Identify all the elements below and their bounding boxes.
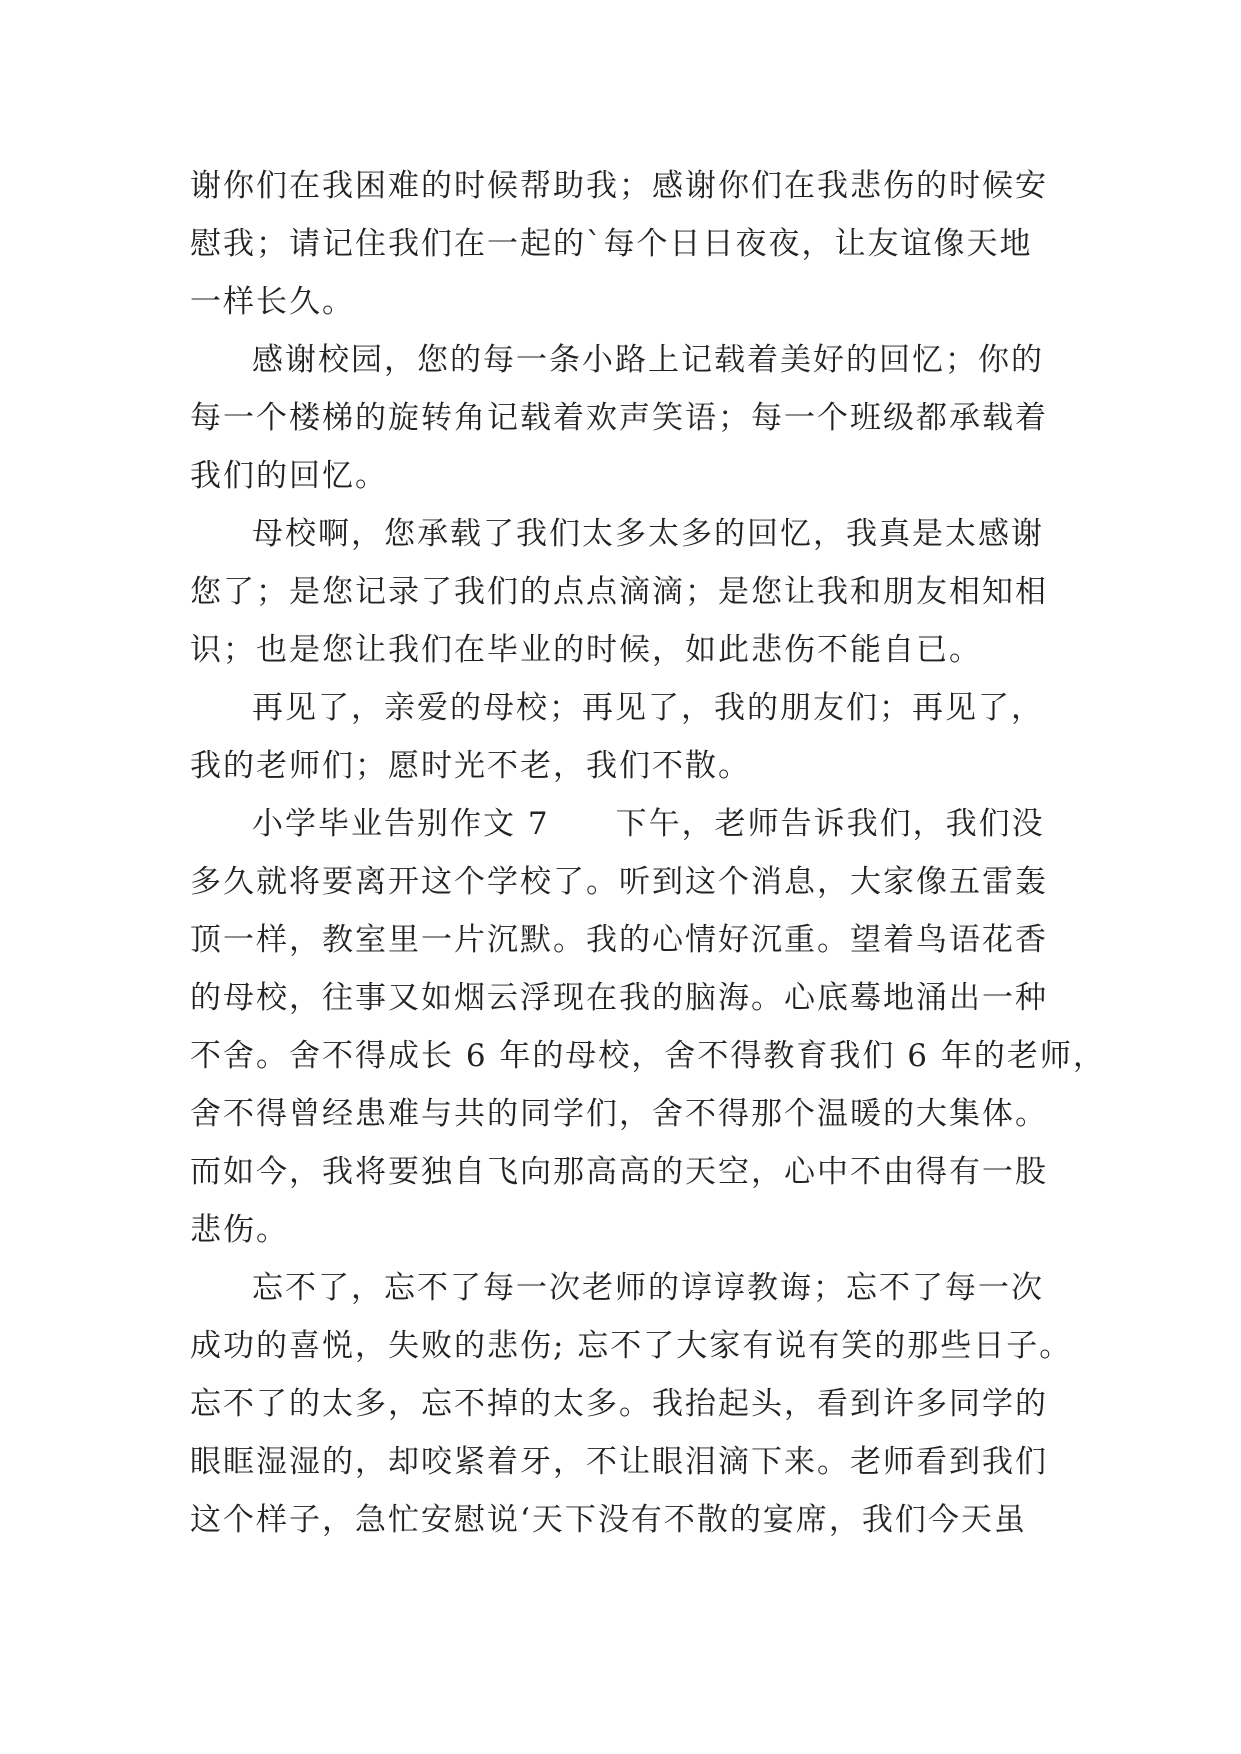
text-line: 谢你们在我困难的时候帮助我；感谢你们在我悲伤的时候安 (190, 168, 1048, 204)
text-line: 眼眶湿湿的，却咬紧着牙，不让眼泪滴下来。老师看到我们 (190, 1444, 1048, 1480)
text-line: 我的老师们；愿时光不老，我们不散。 (190, 748, 751, 784)
text-line: 您了；是您记录了我们的点点滴滴；是您让我和朋友相知相 (190, 574, 1048, 610)
text-line: 我们的回忆。 (190, 458, 388, 494)
text-line: 慰我；请记住我们在一起的`每个日日夜夜，让友谊像天地 (190, 226, 1033, 262)
text-line: 而如今，我将要独自飞向那高高的天空，心中不由得有一股 (190, 1154, 1048, 1190)
paragraph-first-line: 母校啊，您承载了我们太多太多的回忆，我真是太感谢 (252, 516, 1044, 552)
text-line: 的母校，往事又如烟云浮现在我的脑海。心底蓦地涌出一种 (190, 980, 1048, 1016)
text-line: 识；也是您让我们在毕业的时候，如此悲伤不能自已。 (190, 632, 982, 668)
paragraph-first-line: 再见了，亲爱的母校；再见了，我的朋友们；再见了， (252, 690, 1044, 726)
essay-heading-line: 小学毕业告别作文 7 下午，老师告诉我们，我们没 (252, 806, 1045, 842)
text-line: 一样长久。 (190, 284, 355, 320)
paragraph-first-line: 忘不了，忘不了每一次老师的谆谆教诲；忘不了每一次 (252, 1270, 1044, 1306)
text-line: 多久就将要离开这个学校了。听到这个消息，大家像五雷轰 (190, 864, 1048, 900)
text-line: 舍不得曾经患难与共的同学们，舍不得那个温暖的大集体。 (190, 1096, 1048, 1132)
text-line: 悲伤。 (190, 1212, 289, 1248)
text-line: 顶一样，教室里一片沉默。我的心情好沉重。望着鸟语花香 (190, 922, 1048, 958)
text-line: 成功的喜悦，失败的悲伤; 忘不了大家有说有笑的那些日子。 (190, 1328, 1073, 1364)
text-line: 不舍。舍不得成长 6 年的母校，舍不得教育我们 6 年的老师， (190, 1038, 1106, 1074)
text-line: 忘不了的太多，忘不掉的太多。我抬起头，看到许多同学的 (190, 1386, 1048, 1422)
text-line: 这个样子，急忙安慰说‘天下没有不散的宴席，我们今天虽 (190, 1502, 1027, 1538)
paragraph-first-line: 感谢校园，您的每一条小路上记载着美好的回忆；你的 (252, 342, 1044, 378)
text-line: 每一个楼梯的旋转角记载着欢声笑语；每一个班级都承载着 (190, 400, 1048, 436)
